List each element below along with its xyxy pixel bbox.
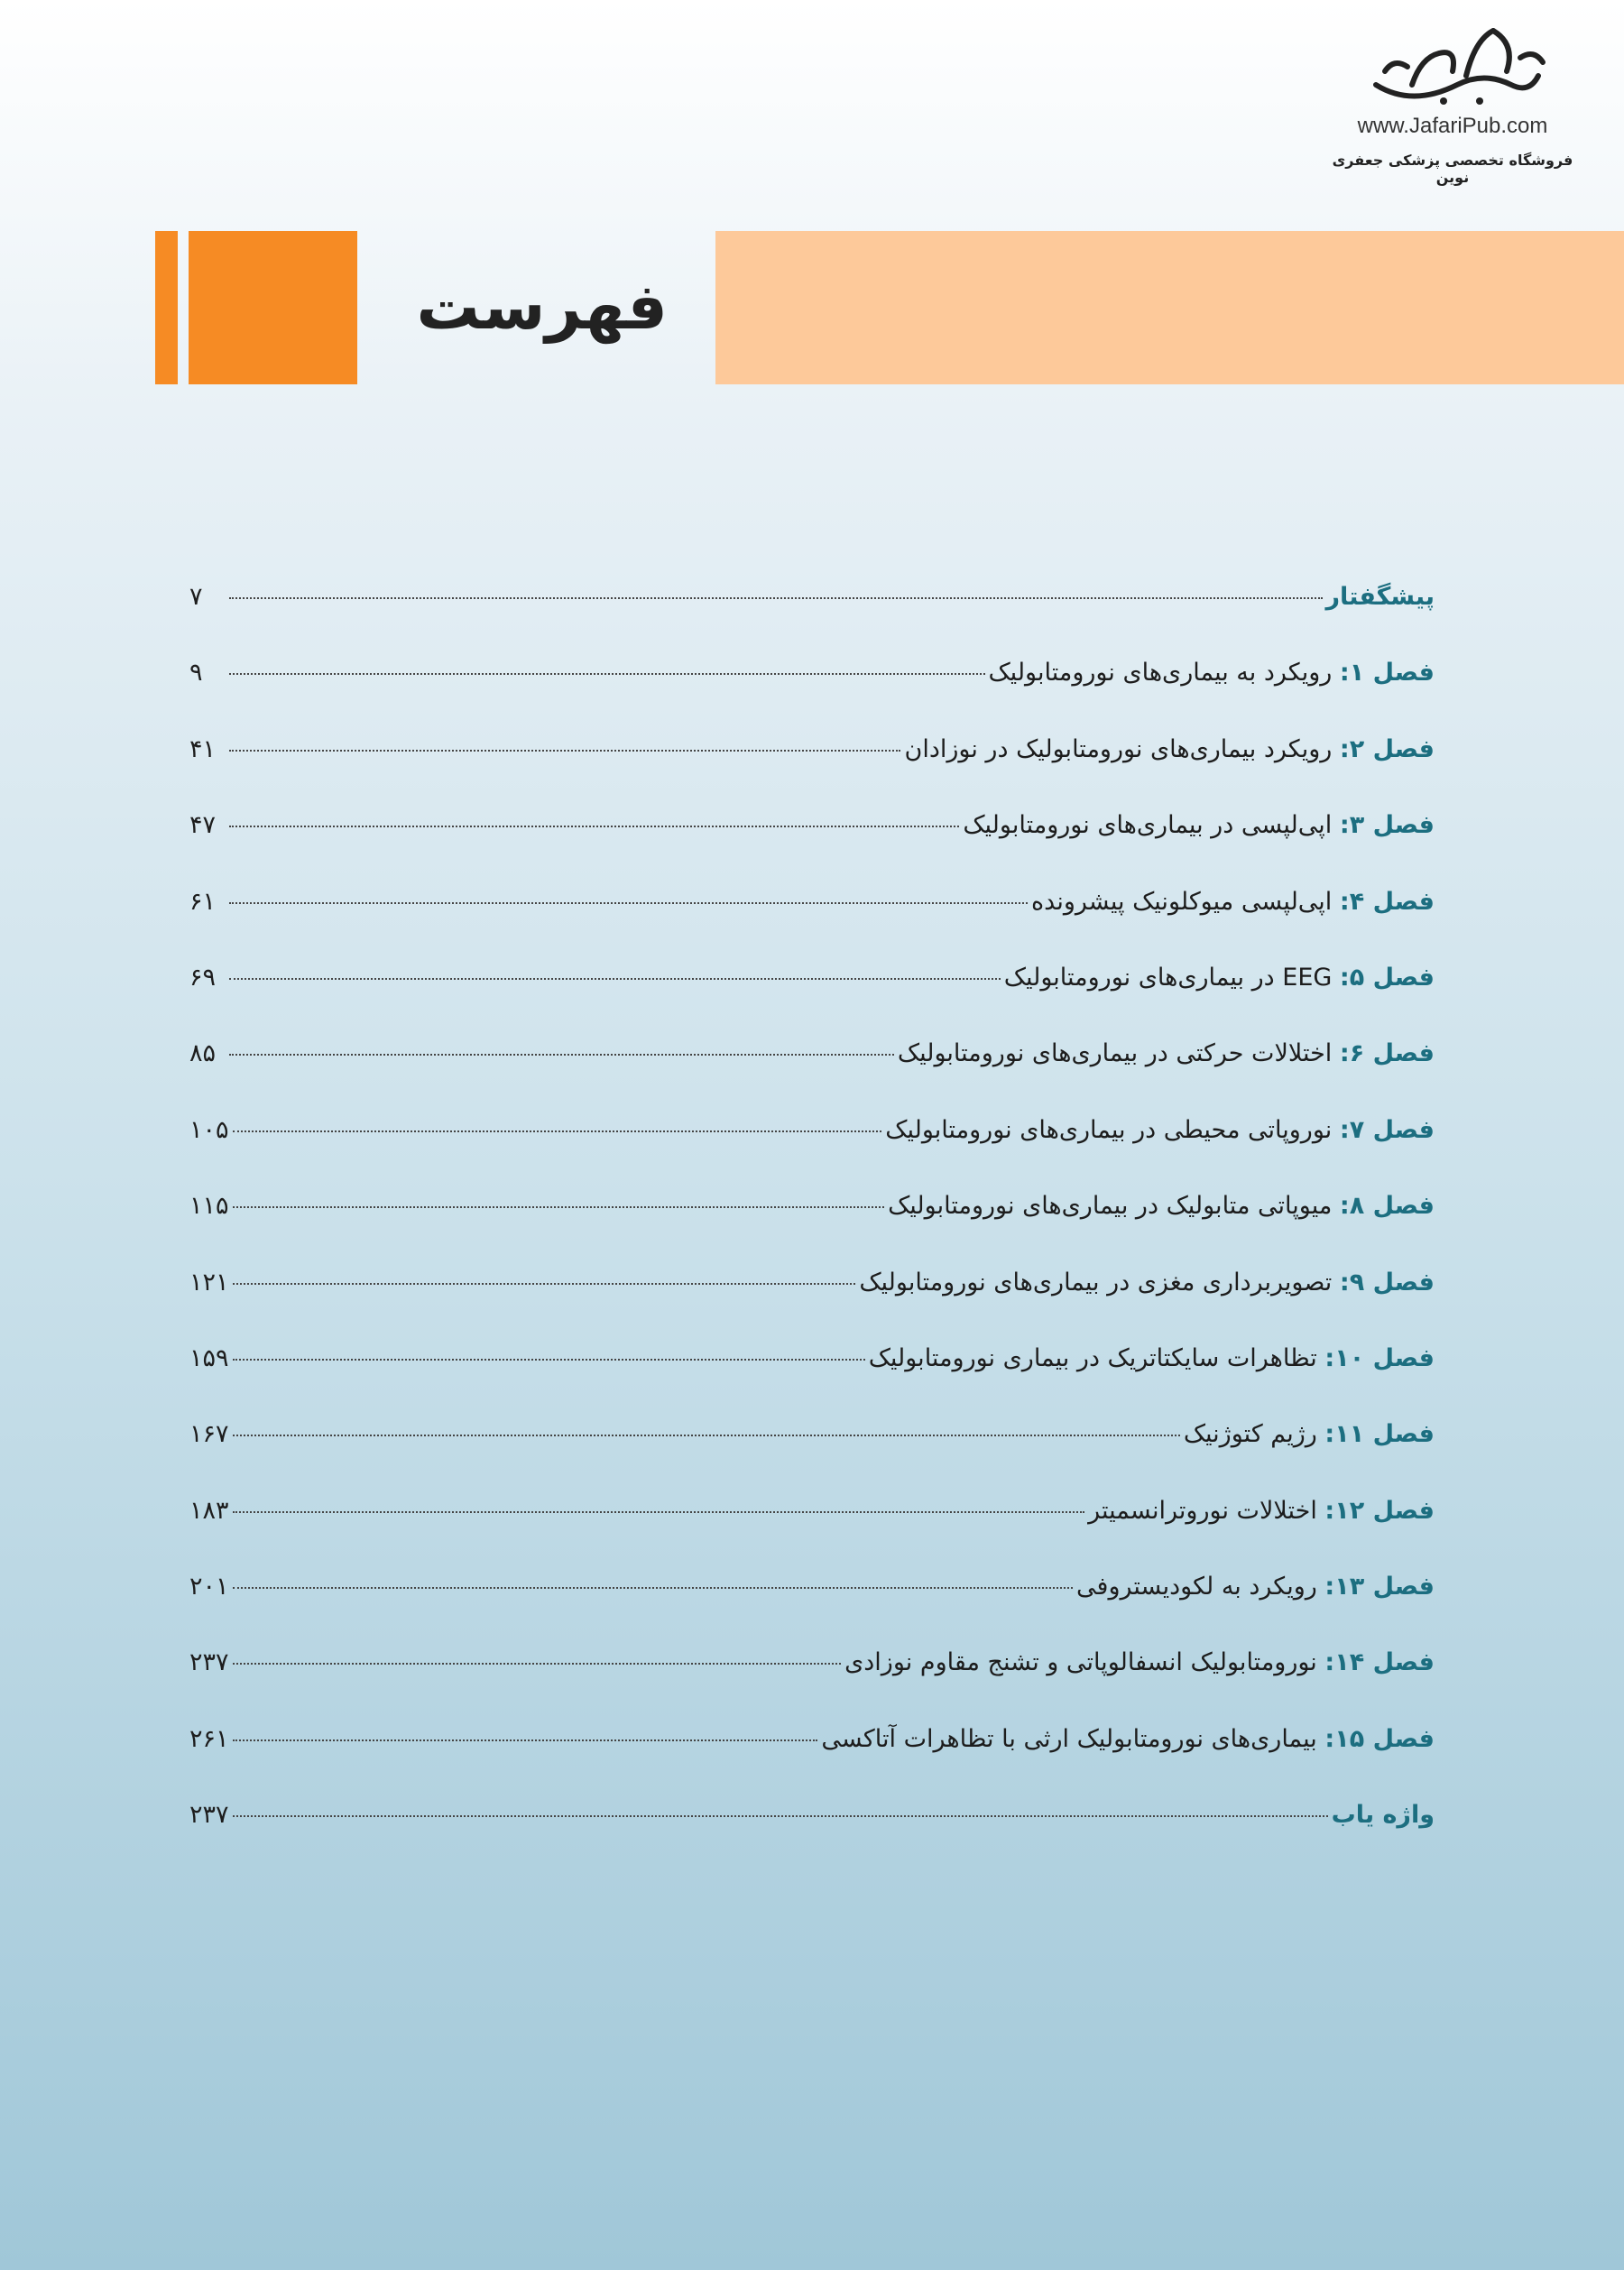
toc-entry[interactable] [189,1344,1435,1420]
chapter-label: فصل ۴: [1339,887,1435,916]
dot-leader [229,750,900,752]
toc-entry-heading [898,1039,1435,1067]
page-number: ۱۲۱ [189,1268,229,1296]
page-number: ۸۵ [189,1039,217,1068]
chapter-label: پیشگفتار [1325,583,1435,611]
chapter-title: اپی‌لپسی میوکلونیک پیشرونده [1031,887,1333,916]
chapter-label: فصل ۸: [1339,1192,1435,1221]
toc-entry[interactable] [189,1116,1435,1192]
page-number: ۱۱۵ [189,1192,229,1221]
dot-leader [233,1663,842,1665]
toc-entry[interactable] [189,583,1435,659]
dot-leader [229,826,959,827]
toc-entry-heading [1004,964,1435,992]
calligraphy-logo-icon [1358,22,1547,112]
toc-entry[interactable] [189,1573,1435,1648]
chapter-title: EEG در بیماری‌های نورومتابولیک [1003,963,1333,992]
chapter-title: رویکرد به بیماری‌های نورومتابولیک [988,659,1333,687]
toc-entry[interactable] [189,1269,1435,1344]
dot-leader [229,978,1001,980]
dot-leader [233,1435,1180,1436]
dot-leader [233,1587,1074,1589]
chapter-label: فصل ۱۵: [1324,1724,1435,1753]
dot-leader [229,1054,894,1056]
page-number: ۱۸۳ [189,1496,229,1525]
toc-entry-heading [1088,1497,1435,1525]
header-band [715,231,1624,384]
page-number: ۱۰۵ [189,1115,229,1144]
toc-entry[interactable] [189,1192,1435,1268]
publisher-url: www.JafariPub.com [1357,114,1548,138]
toc-entry[interactable] [189,1801,1435,1877]
page-number: ۱۵۹ [189,1343,229,1372]
toc-entry-heading [869,1344,1435,1372]
chapter-label: فصل ۱۱: [1324,1420,1435,1449]
page-number: ۶۹ [189,963,217,992]
chapter-title: اختلالات حرکتی در بیماری‌های نورومتابولیک [897,1039,1333,1068]
chapter-title: اختلالات نوروترانسمیتر [1088,1496,1317,1525]
chapter-title: تظاهرات سایکتاتریک در بیماری نورومتابولیک [868,1343,1317,1372]
page-number: ۴۱ [189,734,217,763]
toc-entry-heading [844,1648,1435,1676]
chapter-title: اپی‌لپسی در بیماری‌های نورومتابولیک [963,811,1333,840]
chapter-title: رژیم کتوژنیک [1183,1420,1317,1449]
chapter-title: نوروپاتی محیطی در بیماری‌های نورومتابولیک [885,1115,1333,1144]
page-number: ۲۶۱ [189,1724,229,1753]
toc-entry-heading [1326,583,1435,611]
dot-leader [233,1359,865,1361]
dot-leader [229,902,1028,904]
page-number: ۲۳۷ [189,1648,229,1677]
publisher-logo [1317,22,1588,186]
chapter-title: میوپاتی متابولیک در بیماری‌های نورومتابولیک [888,1192,1333,1221]
toc-entry[interactable] [189,888,1435,964]
chapter-label: فصل ۲: [1339,734,1435,763]
page-number: ۶۱ [189,887,217,916]
dot-leader [229,673,985,675]
chapter-label: فصل ۱۰: [1324,1343,1435,1372]
chapter-label: فصل ۱۳: [1324,1573,1435,1601]
page-number: ۱۶۷ [189,1420,229,1449]
toc-entry-heading [904,735,1435,763]
chapter-title: بیماری‌های نورومتابولیک ارثی با تظاهرات آتاکسی [821,1724,1317,1753]
chapter-label: فصل ۷: [1339,1115,1435,1144]
page-number: ۴۷ [189,811,217,840]
toc-entry-heading [1076,1573,1435,1601]
dot-leader [233,1130,882,1132]
chapter-title: تصویربرداری مغزی در بیماری‌های نورومتابولیک [859,1268,1333,1296]
chapter-label: واژه یاب [1331,1801,1435,1830]
page-number: ۷ [189,583,203,611]
chapter-label: فصل ۶: [1339,1039,1435,1068]
chapter-label: فصل ۱۴: [1324,1648,1435,1677]
chapter-label: فصل ۱: [1339,659,1435,687]
header-accent-thick [189,231,357,384]
toc-entry-heading [888,1192,1435,1220]
dot-leader [233,1739,818,1741]
toc-entry-heading [1184,1420,1435,1448]
chapter-label: فصل ۳: [1339,811,1435,840]
chapter-label: فصل ۹: [1339,1268,1435,1296]
publisher-tagline: فروشگاه تخصصی پزشکی جعفری نوین [1332,152,1573,186]
table-of-contents [189,583,1435,1878]
chapter-title: رویکرد به لکودیستروفی [1076,1573,1317,1601]
chapter-label: فصل ۱۲: [1324,1496,1435,1525]
chapter-title: رویکرد بیماری‌های نورومتابولیک در نوزادان [904,734,1333,763]
dot-leader [233,1206,885,1208]
toc-entry-heading [1031,888,1435,916]
header-accent-thin [155,231,178,384]
toc-entry-heading [859,1269,1435,1296]
page-number: ۲۰۱ [189,1573,229,1601]
toc-entry-heading [1332,1801,1435,1829]
dot-leader [229,597,1323,599]
dot-leader [233,1815,1328,1817]
toc-entry[interactable] [189,1420,1435,1496]
chapter-label: فصل ۵: [1339,963,1435,992]
toc-entry[interactable] [189,811,1435,887]
toc-entry-heading [989,659,1435,687]
toc-entry-heading [885,1116,1435,1144]
page-title: فهرست [416,270,668,344]
toc-entry-heading [821,1725,1435,1753]
toc-entry[interactable] [189,964,1435,1039]
toc-entry[interactable] [189,735,1435,811]
page-number: ۹ [189,659,203,687]
toc-entry[interactable] [189,1039,1435,1115]
toc-entry[interactable] [189,659,1435,734]
chapter-title: نورومتابولیک انسفالوپاتی و تشنج مقاوم نوزادی [844,1648,1317,1677]
toc-entry-heading [963,811,1435,839]
dot-leader [233,1283,856,1285]
page-number: ۲۳۷ [189,1801,229,1830]
toc-entry[interactable] [189,1648,1435,1724]
toc-entry[interactable] [189,1725,1435,1801]
dot-leader [233,1511,1085,1513]
toc-entry[interactable] [189,1497,1435,1573]
